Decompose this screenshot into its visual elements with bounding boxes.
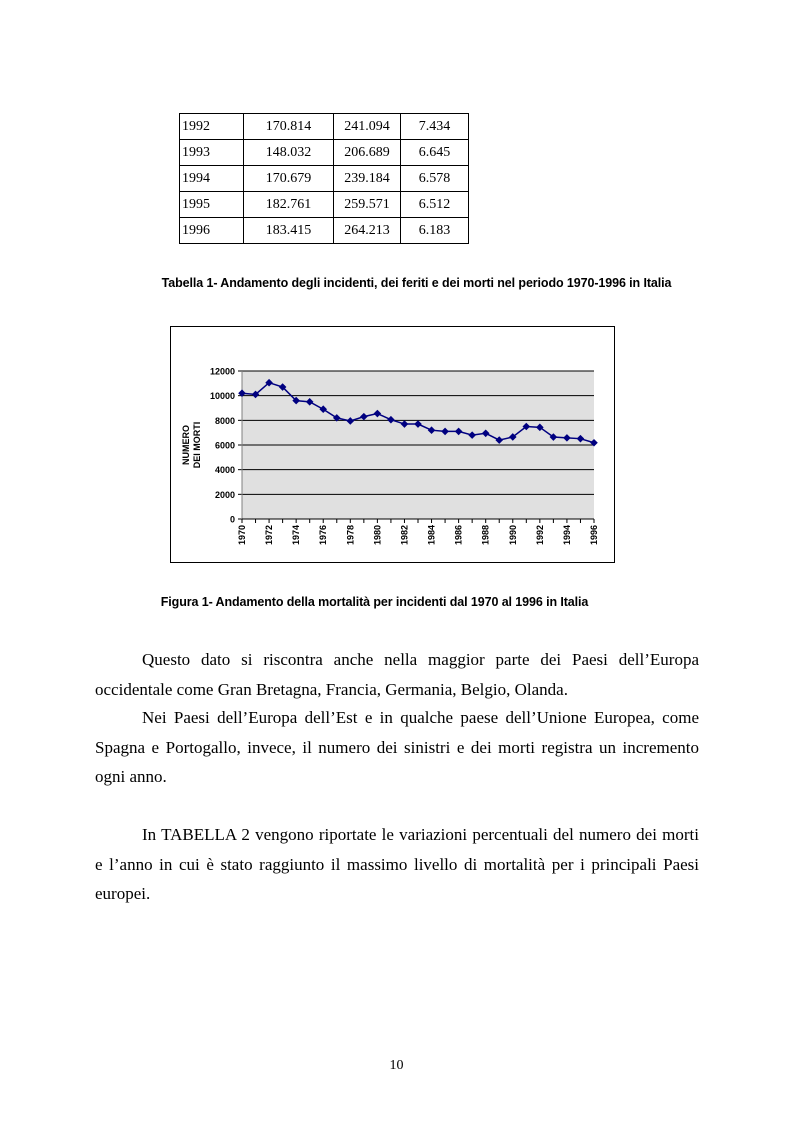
- table-cell: 1996: [180, 218, 244, 244]
- table-row: [180, 192, 469, 218]
- table-cell: 1992: [180, 114, 244, 140]
- page-number: 10: [389, 1058, 404, 1073]
- x-tick-label: 1982: [399, 525, 410, 546]
- paragraph-text: In TABELLA 2 vengono riportate le variazioni percentuali del numero dei morti e l’anno in cui è stato raggiunto il massimo livello di mortalità per i principali Paesi europei.: [95, 825, 699, 903]
- x-tick-label: 1980: [372, 525, 383, 546]
- table-cell: 7.434: [401, 114, 469, 140]
- y-tick-label: 8000: [214, 415, 235, 426]
- figure-caption: Figura 1- Andamento della mortalità per incidenti dal 1970 al 1996 in Italia: [160, 595, 589, 609]
- x-tick-label: 1994: [561, 525, 572, 546]
- table-cell: 148.032: [244, 140, 334, 166]
- data-table: [179, 113, 469, 244]
- x-tick-label: 1988: [480, 525, 491, 546]
- table-cell: 183.415: [244, 218, 334, 244]
- paragraph: [95, 820, 699, 909]
- table-cell: 6.183: [401, 218, 469, 244]
- table-cell: 1995: [180, 192, 244, 218]
- mortality-line-chart: [170, 326, 615, 563]
- table-cell: 241.094: [334, 114, 401, 140]
- table-row: [180, 140, 469, 166]
- paragraph: [95, 645, 699, 704]
- x-tick-label: 1990: [507, 525, 518, 546]
- table-cell: 170.679: [244, 166, 334, 192]
- table-caption: Tabella 1- Andamento degli incidenti, dei feriti e dei morti nel periodo 1970-1996 in Italia: [161, 276, 672, 290]
- x-tick-label: 1970: [237, 525, 247, 546]
- table-cell: 259.571: [334, 192, 401, 218]
- table-row: [180, 114, 469, 140]
- x-tick-label: 1974: [291, 525, 302, 546]
- y-tick-label: 6000: [214, 440, 235, 451]
- y-tick-label: 2000: [214, 489, 235, 500]
- paragraph: [95, 703, 699, 792]
- y-axis-label: DEI MORTI: [192, 421, 202, 469]
- paragraph-text: Nei Paesi dell’Europa dell’Est e in qualche paese dell’Unione Europea, come Spagna e Portogallo, invece, il numero dei sinistri e dei morti registra un incremento ogni anno.: [95, 708, 699, 786]
- table-cell: 1994: [180, 166, 244, 192]
- x-tick-label: 1996: [589, 525, 599, 546]
- table-cell: 206.689: [334, 140, 401, 166]
- table-cell: 264.213: [334, 218, 401, 244]
- x-tick-label: 1986: [453, 525, 464, 546]
- table-cell: 6.512: [401, 192, 469, 218]
- x-tick-label: 1984: [426, 525, 437, 546]
- x-tick-label: 1976: [318, 525, 329, 546]
- table-cell: 1993: [180, 140, 244, 166]
- paragraph-text: Questo dato si riscontra anche nella maggior parte dei Paesi dell’Europa occidentale come Gran Bretagna, Francia, Germania, Belgio, Olanda.: [95, 650, 699, 699]
- x-tick-label: 1992: [534, 525, 545, 546]
- table-cell: 6.645: [401, 140, 469, 166]
- table-row: [180, 218, 469, 244]
- x-tick-label: 1978: [345, 525, 356, 546]
- table-cell: 239.184: [334, 166, 401, 192]
- y-tick-label: 10000: [209, 391, 235, 402]
- y-tick-label: 0: [229, 514, 235, 525]
- y-axis-label: NUMERO: [181, 425, 191, 465]
- x-tick-label: 1972: [264, 525, 275, 546]
- table-row: [180, 166, 469, 192]
- y-tick-label: 12000: [209, 366, 235, 377]
- table-cell: 6.578: [401, 166, 469, 192]
- table-cell: 170.814: [244, 114, 334, 140]
- y-tick-label: 4000: [214, 465, 235, 476]
- table-cell: 182.761: [244, 192, 334, 218]
